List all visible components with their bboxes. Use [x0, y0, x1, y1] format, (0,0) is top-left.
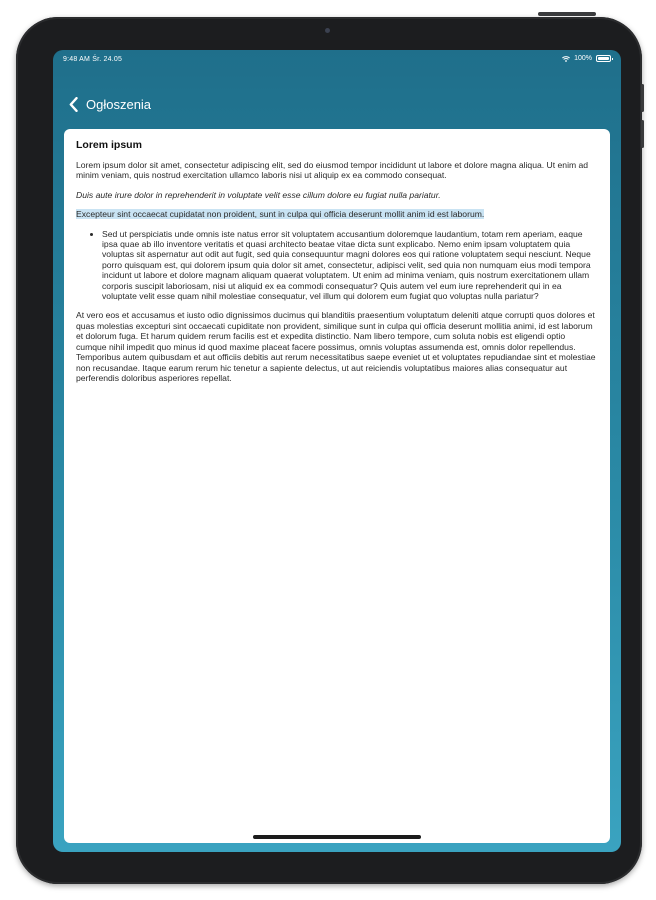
article-paragraph: Lorem ipsum dolor sit amet, consectetur adipiscing elit, sed do eiusmod tempor incididunt ut labore et dolore magna aliqua. Ut enim ad minim veniam, quis nostrud exercitation ullamco laboris nisi ut aliquip ex ea commodo consequat. [76, 160, 589, 181]
chevron-left-icon [69, 97, 78, 112]
status-time: 9:48 AM Śr. 24.05 [63, 56, 123, 63]
wifi-icon [562, 56, 570, 62]
status-bar [53, 50, 621, 68]
article-bullet-list [76, 229, 598, 302]
battery-percentage: 100% [574, 55, 592, 62]
tablet-frame [16, 17, 642, 884]
app-screen [53, 50, 621, 852]
back-button[interactable] [69, 97, 151, 112]
camera-dot [325, 28, 330, 33]
home-indicator[interactable] [253, 835, 421, 839]
battery-icon [596, 55, 611, 62]
announcement-card [64, 129, 610, 843]
article-title: Lorem ipsum [76, 139, 142, 151]
navigation-bar [53, 86, 621, 122]
status-indicators [562, 55, 611, 62]
article-italic-paragraph: Duis aute irure dolor in reprehenderit in voluptate velit esse cillum dolore eu fugiat nulla pariatur. [76, 189, 441, 200]
page-title: Ogłoszenia [86, 96, 152, 112]
volume-down-button [641, 120, 644, 148]
article-highlighted-paragraph [76, 209, 598, 219]
volume-up-button [641, 84, 644, 112]
list-item: • Sed ut perspiciatis unde omnis iste natus error sit voluptatem accusantium doloremque laudantium, totam rem aperiam, eaque ipsa quae ab illo inventore veritatis et quasi architecto beatae vitae dicta sunt explicabo. Nemo enim ipsam voluptatem quia voluptas sit aspernatur aut odit aut fugit, sed quia consequuntur magni dolores eos qui ratione voluptatem sequi nesciunt. Neque porro quisquam est, qui dolorem ipsum quia dolor sit amet, consectetur, adipisci velit, sed quia non numquam eius modi tempora incidunt ut labore et dolore magnam aliquam quaerat voluptatem. Ut enim ad minima veniam, quis nostrum exercitationem ullam corporis suscipit laboriosam, nisi ut aliquid ex ea commodi consequatur? Quis autem vel eum iure reprehenderit qui in ea voluptate velit esse quam nihil molestiae consequatur, vel illum qui dolorem eum fugiat quo voluptas nulla pariatur? [102, 229, 598, 302]
article-last-paragraph: At vero eos et accusamus et iusto odio dignissimos ducimus qui blanditiis praesentium voluptatum deleniti atque corrupti quos dolores et quas molestias excepturi sint occaecati cupiditate non provident, similique sunt in culpa qui officia deserunt mollitia animi, id est laborum et dolorum fuga. Et harum quidem rerum facilis est et expedita distinctio. Nam libero tempore, cum soluta nobis est eligendi optio cumque nihil impedit quo minus id quod maxime placeat facere possimus, omnis voluptas assumenda est, omnis dolor repellendus. Temporibus autem quibusdam et aut officiis debitis aut rerum necessitatibus saepe eveniet ut et voluptates repudiandae sint et molestiae non recusandae. Itaque earum rerum hic tenetur a sapiente delectus, ut aut reiciendis voluptatibus maiores alias consequatur aut perferendis doloribus asperiores repellat. [76, 310, 596, 383]
highlighted-text: Excepteur sint occaecat cupidatat non proident, sunt in culpa qui officia deserunt mollit anim id est laborum. [76, 209, 485, 220]
power-button [538, 12, 596, 16]
